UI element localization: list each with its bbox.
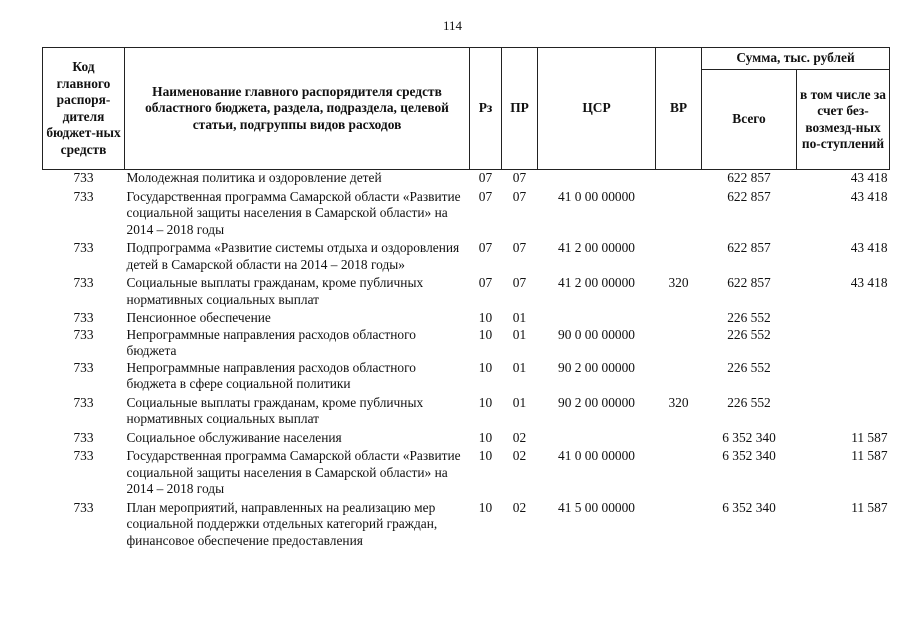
cell-csr: 90 2 00 00000 [558, 394, 635, 410]
cell-gratuitous [797, 308, 890, 327]
cell-csr: 90 2 00 00000 [558, 359, 635, 375]
cell-rz: 10 [478, 359, 493, 375]
cell-gratuitous: 11 587 [851, 448, 888, 463]
cell-total: 622 857 [727, 275, 771, 290]
cell-name: Молодежная политика и оздоровление детей [126, 170, 382, 185]
cell-vr [656, 238, 702, 273]
header-rz: Рз [470, 48, 502, 170]
cell-csr: 41 2 00 00000 [558, 275, 635, 290]
cell-rz: 10 [478, 394, 493, 410]
cell-name: Социальное обслуживание населения [126, 429, 342, 445]
budget-table [42, 47, 890, 549]
cell-csr: 41 0 00 00000 [558, 188, 635, 204]
table-body [43, 170, 890, 550]
cell-code: 733 [73, 499, 94, 515]
header-vr: ВР [656, 48, 702, 170]
cell-name: План мероприятий, направленных на реализацию мер социальной поддержки отдельных категорий граждан, финансовое обеспечение предоставления [126, 499, 438, 548]
cell-csr [538, 170, 656, 187]
table-row [43, 360, 890, 393]
cell-total: 6 352 340 [722, 499, 776, 515]
cell-vr [656, 446, 702, 498]
cell-vr: 320 [668, 394, 689, 410]
table-row [43, 308, 890, 327]
cell-name: Непрограммные направления расходов областного бюджета в сфере социальной политики [126, 359, 416, 391]
cell-code: 733 [73, 448, 94, 463]
cell-name: Социальные выплаты гражданам, кроме публичных нормативных социальных выплат [126, 275, 424, 307]
header-pr: ПР [502, 48, 538, 170]
cell-gratuitous: 11 587 [851, 429, 888, 445]
cell-total: 226 552 [727, 359, 771, 375]
cell-total: 226 552 [727, 326, 771, 342]
cell-pr: 02 [512, 499, 527, 515]
cell-code: 733 [73, 310, 94, 325]
cell-vr [656, 170, 702, 187]
cell-pr: 07 [512, 240, 527, 255]
cell-code: 733 [73, 240, 94, 255]
cell-gratuitous [797, 393, 890, 428]
cell-vr [656, 308, 702, 327]
cell-total: 622 857 [727, 170, 771, 185]
cell-gratuitous: 43 418 [850, 275, 888, 290]
cell-vr [656, 187, 702, 239]
cell-gratuitous: 11 587 [851, 499, 888, 515]
cell-csr: 41 5 00 00000 [558, 499, 635, 515]
table-row [43, 498, 890, 550]
page-number: 114 [442, 18, 463, 33]
cell-code: 733 [73, 359, 94, 375]
cell-pr: 07 [512, 188, 527, 204]
cell-vr [656, 498, 702, 550]
cell-total: 622 857 [727, 240, 771, 255]
cell-csr [538, 428, 656, 447]
header-code: Код главного распоря-дителя бюджет-ных средств [43, 48, 125, 170]
cell-csr: 41 0 00 00000 [558, 448, 635, 463]
table-row [43, 428, 890, 447]
table-header [43, 48, 890, 170]
cell-name: Государственная программа Самарской области «Развитие социальной защиты населения в Самарской области» на 2014 – 2018 годы [126, 448, 461, 496]
cell-name: Непрограммные направления расходов областного бюджета [126, 326, 416, 358]
cell-code: 733 [73, 275, 94, 290]
cell-name: Подпрограмма «Развитие системы отдыха и оздоровления детей в Самарской области на 2014 – 2018 годы» [126, 240, 460, 272]
cell-pr: 01 [512, 394, 527, 410]
table-row [43, 393, 890, 428]
cell-pr: 01 [512, 326, 527, 342]
table-row [43, 238, 890, 273]
cell-rz: 10 [478, 310, 493, 325]
cell-total: 226 552 [727, 394, 771, 410]
cell-csr: 90 0 00 00000 [558, 326, 635, 342]
cell-rz: 07 [478, 188, 493, 204]
cell-rz: 10 [478, 448, 493, 463]
cell-pr: 07 [512, 275, 527, 290]
cell-code: 733 [73, 188, 94, 204]
cell-rz: 10 [478, 429, 493, 445]
cell-rz: 07 [478, 240, 493, 255]
header-csr: ЦСР [538, 48, 656, 170]
cell-rz: 10 [478, 326, 493, 342]
cell-vr [656, 360, 702, 393]
cell-csr: 41 2 00 00000 [558, 240, 635, 255]
cell-code: 733 [73, 170, 94, 185]
cell-pr: 02 [512, 429, 527, 445]
cell-vr [656, 428, 702, 447]
cell-vr [656, 327, 702, 360]
cell-total: 6 352 340 [722, 448, 776, 463]
cell-name: Социальные выплаты гражданам, кроме публичных нормативных социальных выплат [126, 394, 424, 426]
header-name: Наименование главного распорядителя средств областного бюджета, раздела, подраздела, целевой статьи, подгруппы видов расходов [125, 48, 470, 170]
cell-gratuitous: 43 418 [850, 170, 888, 185]
cell-code: 733 [73, 429, 94, 445]
table-row [43, 187, 890, 239]
cell-pr: 01 [512, 310, 527, 325]
cell-rz: 07 [478, 170, 493, 185]
cell-rz: 10 [478, 499, 493, 515]
cell-name: Пенсионное обеспечение [126, 310, 271, 325]
cell-pr: 02 [512, 448, 527, 463]
table-row [43, 327, 890, 360]
cell-code: 733 [73, 394, 94, 410]
cell-pr: 01 [512, 359, 527, 375]
table-row [43, 273, 890, 308]
cell-csr [538, 308, 656, 327]
header-total: Всего [702, 70, 797, 170]
cell-total: 226 552 [727, 310, 771, 325]
cell-gratuitous [797, 327, 890, 360]
cell-total: 6 352 340 [722, 429, 776, 445]
cell-pr: 07 [512, 170, 527, 185]
cell-name: Государственная программа Самарской области «Развитие социальной защиты населения в Самарской области» на 2014 – 2018 годы [126, 188, 461, 237]
cell-code: 733 [73, 326, 94, 342]
cell-gratuitous [797, 360, 890, 393]
cell-gratuitous: 43 418 [850, 188, 888, 204]
header-gratuitous: в том числе за счет без-возмезд-ных по-ступлений [797, 70, 890, 170]
cell-rz: 07 [478, 275, 493, 290]
header-sum: Сумма, тыс. рублей [702, 48, 890, 70]
cell-vr: 320 [668, 275, 689, 290]
cell-total: 622 857 [727, 188, 771, 204]
cell-gratuitous: 43 418 [850, 240, 888, 255]
table-row [43, 170, 890, 187]
table-row [43, 446, 890, 498]
